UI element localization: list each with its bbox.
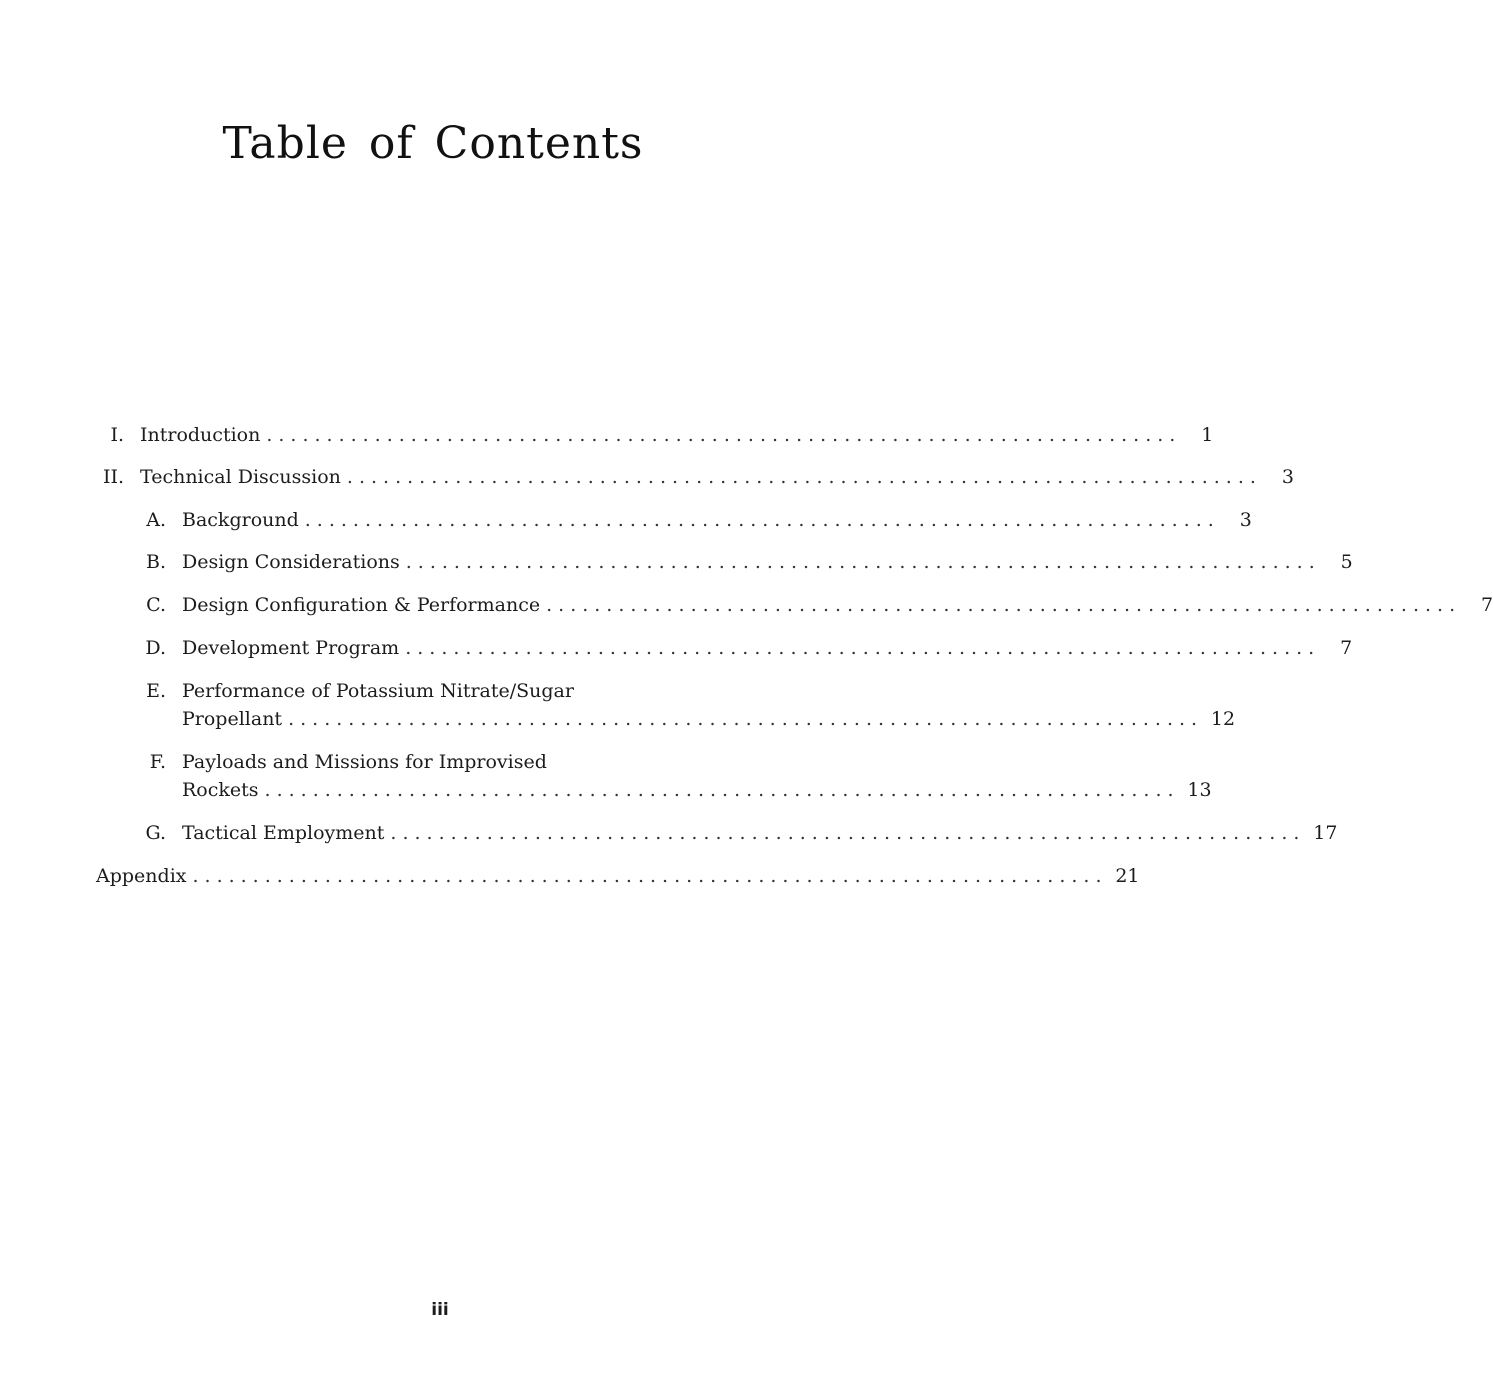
toc-entry-number: G. — [145, 822, 166, 844]
toc-entry-number: D. — [145, 637, 166, 659]
page-number: iii — [431, 1300, 449, 1320]
toc-entry-background — [96, 506, 1252, 534]
toc-entry-label: Development Program — [182, 634, 399, 662]
dot-leader: ............................................................................ — [390, 822, 1306, 844]
toc-entry-introduction — [96, 421, 1214, 449]
toc-entry-label: Design Configuration & Performance — [182, 591, 540, 619]
dot-leader: ............................................................................ — [346, 466, 1262, 488]
toc-entry-number: A. — [146, 509, 166, 531]
toc-entry-number: F. — [149, 751, 166, 773]
dot-leader: ............................................................................ — [266, 424, 1182, 446]
toc-entry-technical-discussion — [96, 463, 1294, 491]
dot-leader: ............................................................................ — [288, 708, 1204, 730]
toc-entry-page: 13 — [1187, 779, 1212, 801]
toc-entry-number: B. — [145, 551, 166, 573]
dot-leader: ............................................................................ — [264, 779, 1180, 801]
toc-entry-page: 3 — [1281, 466, 1294, 488]
toc-entry-page: 5 — [1340, 551, 1353, 573]
toc-entry-page: 21 — [1115, 865, 1140, 887]
toc-entry-label: Appendix — [96, 862, 186, 890]
toc-entry-page: 7 — [1340, 637, 1353, 659]
toc-entry-number: I. — [110, 424, 124, 446]
dot-leader: ............................................................................ — [192, 865, 1108, 887]
toc-entry-page: 12 — [1210, 708, 1236, 730]
dot-leader: ............................................................................ — [405, 551, 1321, 573]
toc-entry-tactical-employment — [96, 819, 1338, 847]
toc-entry-label: Technical Discussion — [140, 463, 341, 491]
toc-entry-appendix — [96, 862, 1140, 890]
toc-entry-design-configuration — [96, 591, 1493, 619]
toc-entry-label-line1: Performance of Potassium Nitrate/Sugar — [182, 680, 574, 702]
dot-leader: ............................................................................ — [546, 594, 1462, 616]
toc-entry-page: 1 — [1201, 424, 1214, 446]
toc-entry-number: C. — [146, 594, 166, 616]
toc-entry-label: Rockets — [182, 776, 259, 804]
toc-entry-label: Background — [182, 506, 299, 534]
toc-entry-label: Propellant — [182, 705, 282, 733]
toc-entry-number: II. — [102, 466, 124, 488]
toc-entry-label: Tactical Employment — [182, 819, 384, 847]
toc-entry-label: Design Considerations — [182, 548, 400, 576]
dot-leader: ............................................................................ — [304, 509, 1220, 531]
toc-entry-development-program — [96, 634, 1353, 662]
toc-entry-page: 3 — [1239, 509, 1252, 531]
toc-entry-payloads-missions — [96, 748, 1212, 804]
toc-entry-label-line1: Payloads and Missions for Improvised — [182, 751, 547, 773]
toc-entry-label: Introduction — [140, 421, 260, 449]
dot-leader: ............................................................................ — [405, 637, 1321, 659]
toc-entry-design-considerations — [96, 548, 1353, 576]
toc-entry-page: 17 — [1313, 822, 1338, 844]
page-title: Table of Contents — [222, 118, 644, 169]
toc-entry-potassium-nitrate-performance — [96, 677, 1236, 733]
toc-entry-number: E. — [146, 680, 166, 702]
toc-entry-page: 7 — [1481, 594, 1493, 616]
